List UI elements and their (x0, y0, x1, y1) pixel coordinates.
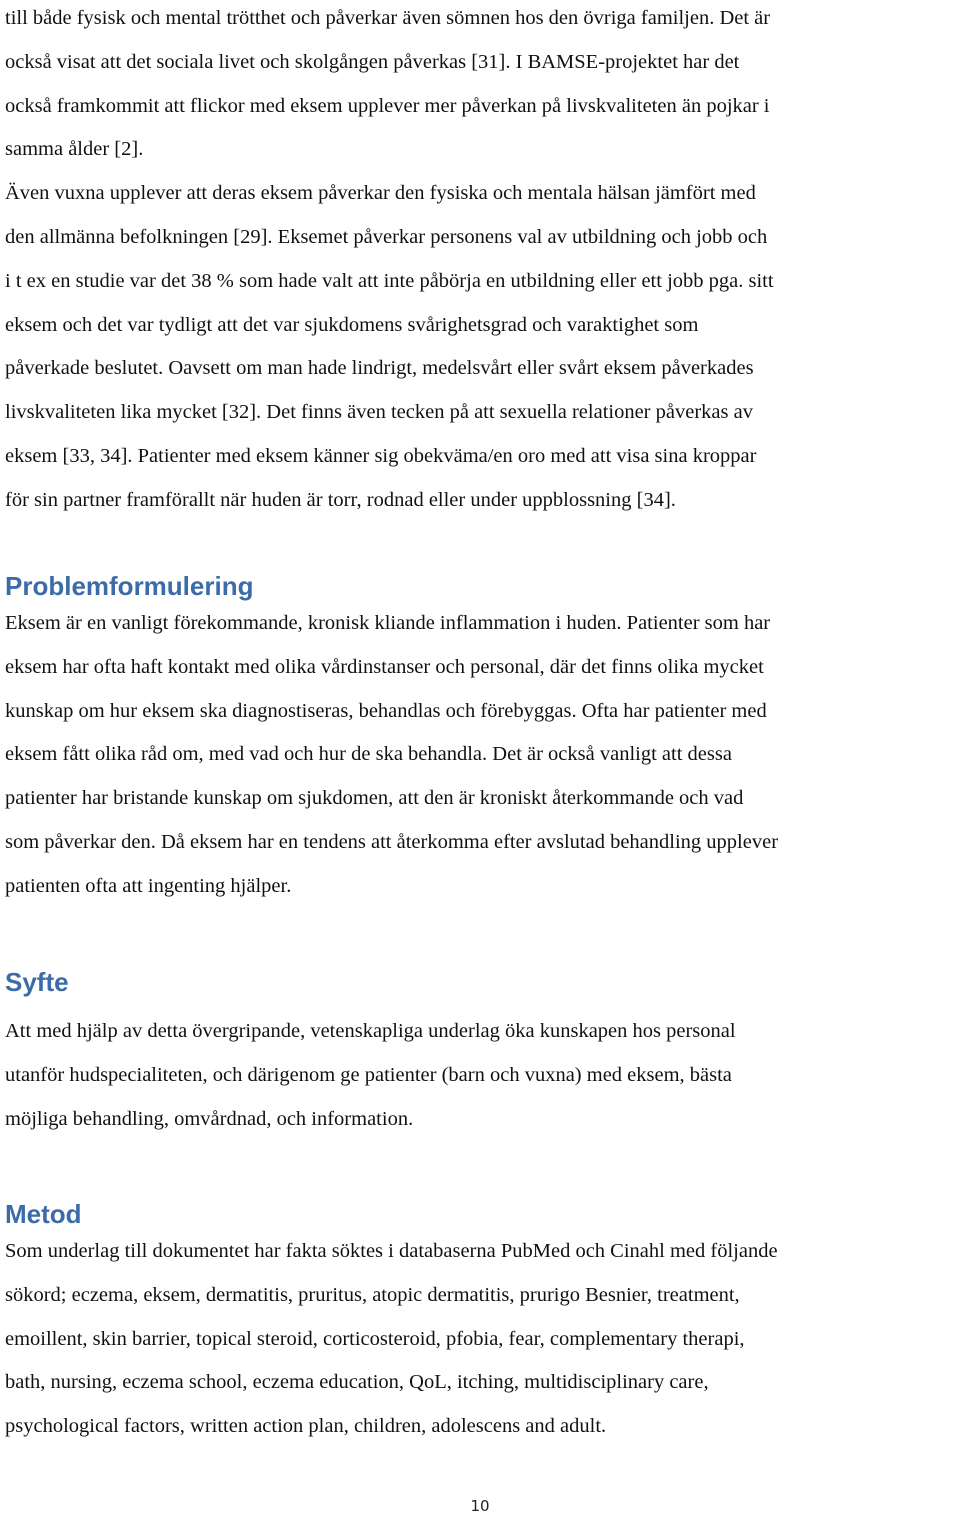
text-line: eksem och det var tydligt att det var sjukdomens svårighetsgrad och varaktighet som (5, 313, 699, 336)
syfte-heading: Syfte (5, 967, 69, 997)
text-line: emoillent, skin barrier, topical steroid, corticosteroid, pfobia, fear, complementary therapi, (5, 1327, 745, 1350)
text-line: samma ålder [2]. (5, 138, 144, 161)
text-line: sökord; eczema, eksem, dermatitis, pruritus, atopic dermatitis, prurigo Besnier, treatment, (5, 1283, 740, 1306)
text-line: eksem fått olika råd om, med vad och hur de ska behandla. Det är också vanligt att dessa (5, 743, 732, 766)
text-line: patienter har bristande kunskap om sjukdomen, att den är kroniskt återkommande och vad (5, 787, 744, 810)
text-line: bath, nursing, eczema school, eczema education, QoL, itching, multidisciplinary care, (5, 1371, 709, 1394)
text-line: eksem har ofta haft kontakt med olika vårdinstanser och personal, där det finns olika mycket (5, 655, 764, 678)
text-line: påverkade beslutet. Oavsett om man hade lindrigt, medelsvårt eller svårt eksem påverkades (5, 357, 754, 380)
intro-paragraph (5, 0, 774, 523)
text-line: Eksem är en vanligt förekommande, kronisk kliande inflammation i huden. Patienter som har (5, 612, 771, 634)
syfte-paragraph (5, 1010, 736, 1141)
text-line: Även vuxna upplever att deras eksem påverkar den fysiska och mentala hälsan jämfört med (5, 182, 756, 205)
text-line: också framkommit att flickor med eksem upplever mer påverkan på livskvaliteten än pojkar i (5, 94, 770, 117)
text-line: livskvaliteten lika mycket [32]. Det finns även tecken på att sexuella relationer påverkas av (5, 401, 753, 424)
text-line: till både fysisk och mental trötthet och påverkar även sömnen hos den övriga familjen. Det är (5, 7, 771, 29)
text-line: också visat att det sociala livet och skolgången påverkas [31]. I BAMSE-projektet har det (5, 50, 740, 73)
metod-heading: Metod (5, 1199, 82, 1229)
problem-heading: Problemformulering (5, 571, 254, 601)
text-line: som påverkar den. Då eksem har en tendens att återkomma efter avslutad behandling upplever (5, 830, 779, 853)
text-line: Att med hjälp av detta övergripande, vetenskapliga underlag öka kunskapen hos personal (5, 1020, 736, 1042)
text-line: den allmänna befolkningen [29]. Eksemet påverkar personens val av utbildning och jobb och (5, 225, 768, 248)
text-line: Som underlag till dokumentet har fakta söktes i databaserna PubMed och Cinahl med följande (5, 1240, 778, 1262)
text-line: i t ex en studie var det 38 % som hade valt att inte påbörja en utbildning eller ett jobb pga. sitt (5, 269, 774, 292)
text-line: utanför hudspecialiteten, och därigenom ge patienter (barn och vuxna) med eksem, bästa (5, 1063, 732, 1086)
text-line: psychological factors, written action plan, children, adolescens and adult. (5, 1415, 607, 1438)
text-line: möjliga behandling, omvårdnad, och information. (5, 1107, 414, 1130)
text-line: eksem [33, 34]. Patienter med eksem känner sig obekväma/en oro med att visa sina kroppar (5, 444, 757, 467)
text-line: kunskap om hur eksem ska diagnostiseras, behandlas och förebyggas. Ofta har patienter med (5, 699, 767, 722)
page-number: 10 (470, 1497, 490, 1515)
problem-paragraph (5, 602, 778, 909)
text-line: för sin partner framförallt när huden är torr, rodnad eller under uppblossning [34]. (5, 488, 676, 511)
text-line: patienten ofta att ingenting hjälper. (5, 874, 292, 897)
metod-paragraph (5, 1230, 778, 1449)
